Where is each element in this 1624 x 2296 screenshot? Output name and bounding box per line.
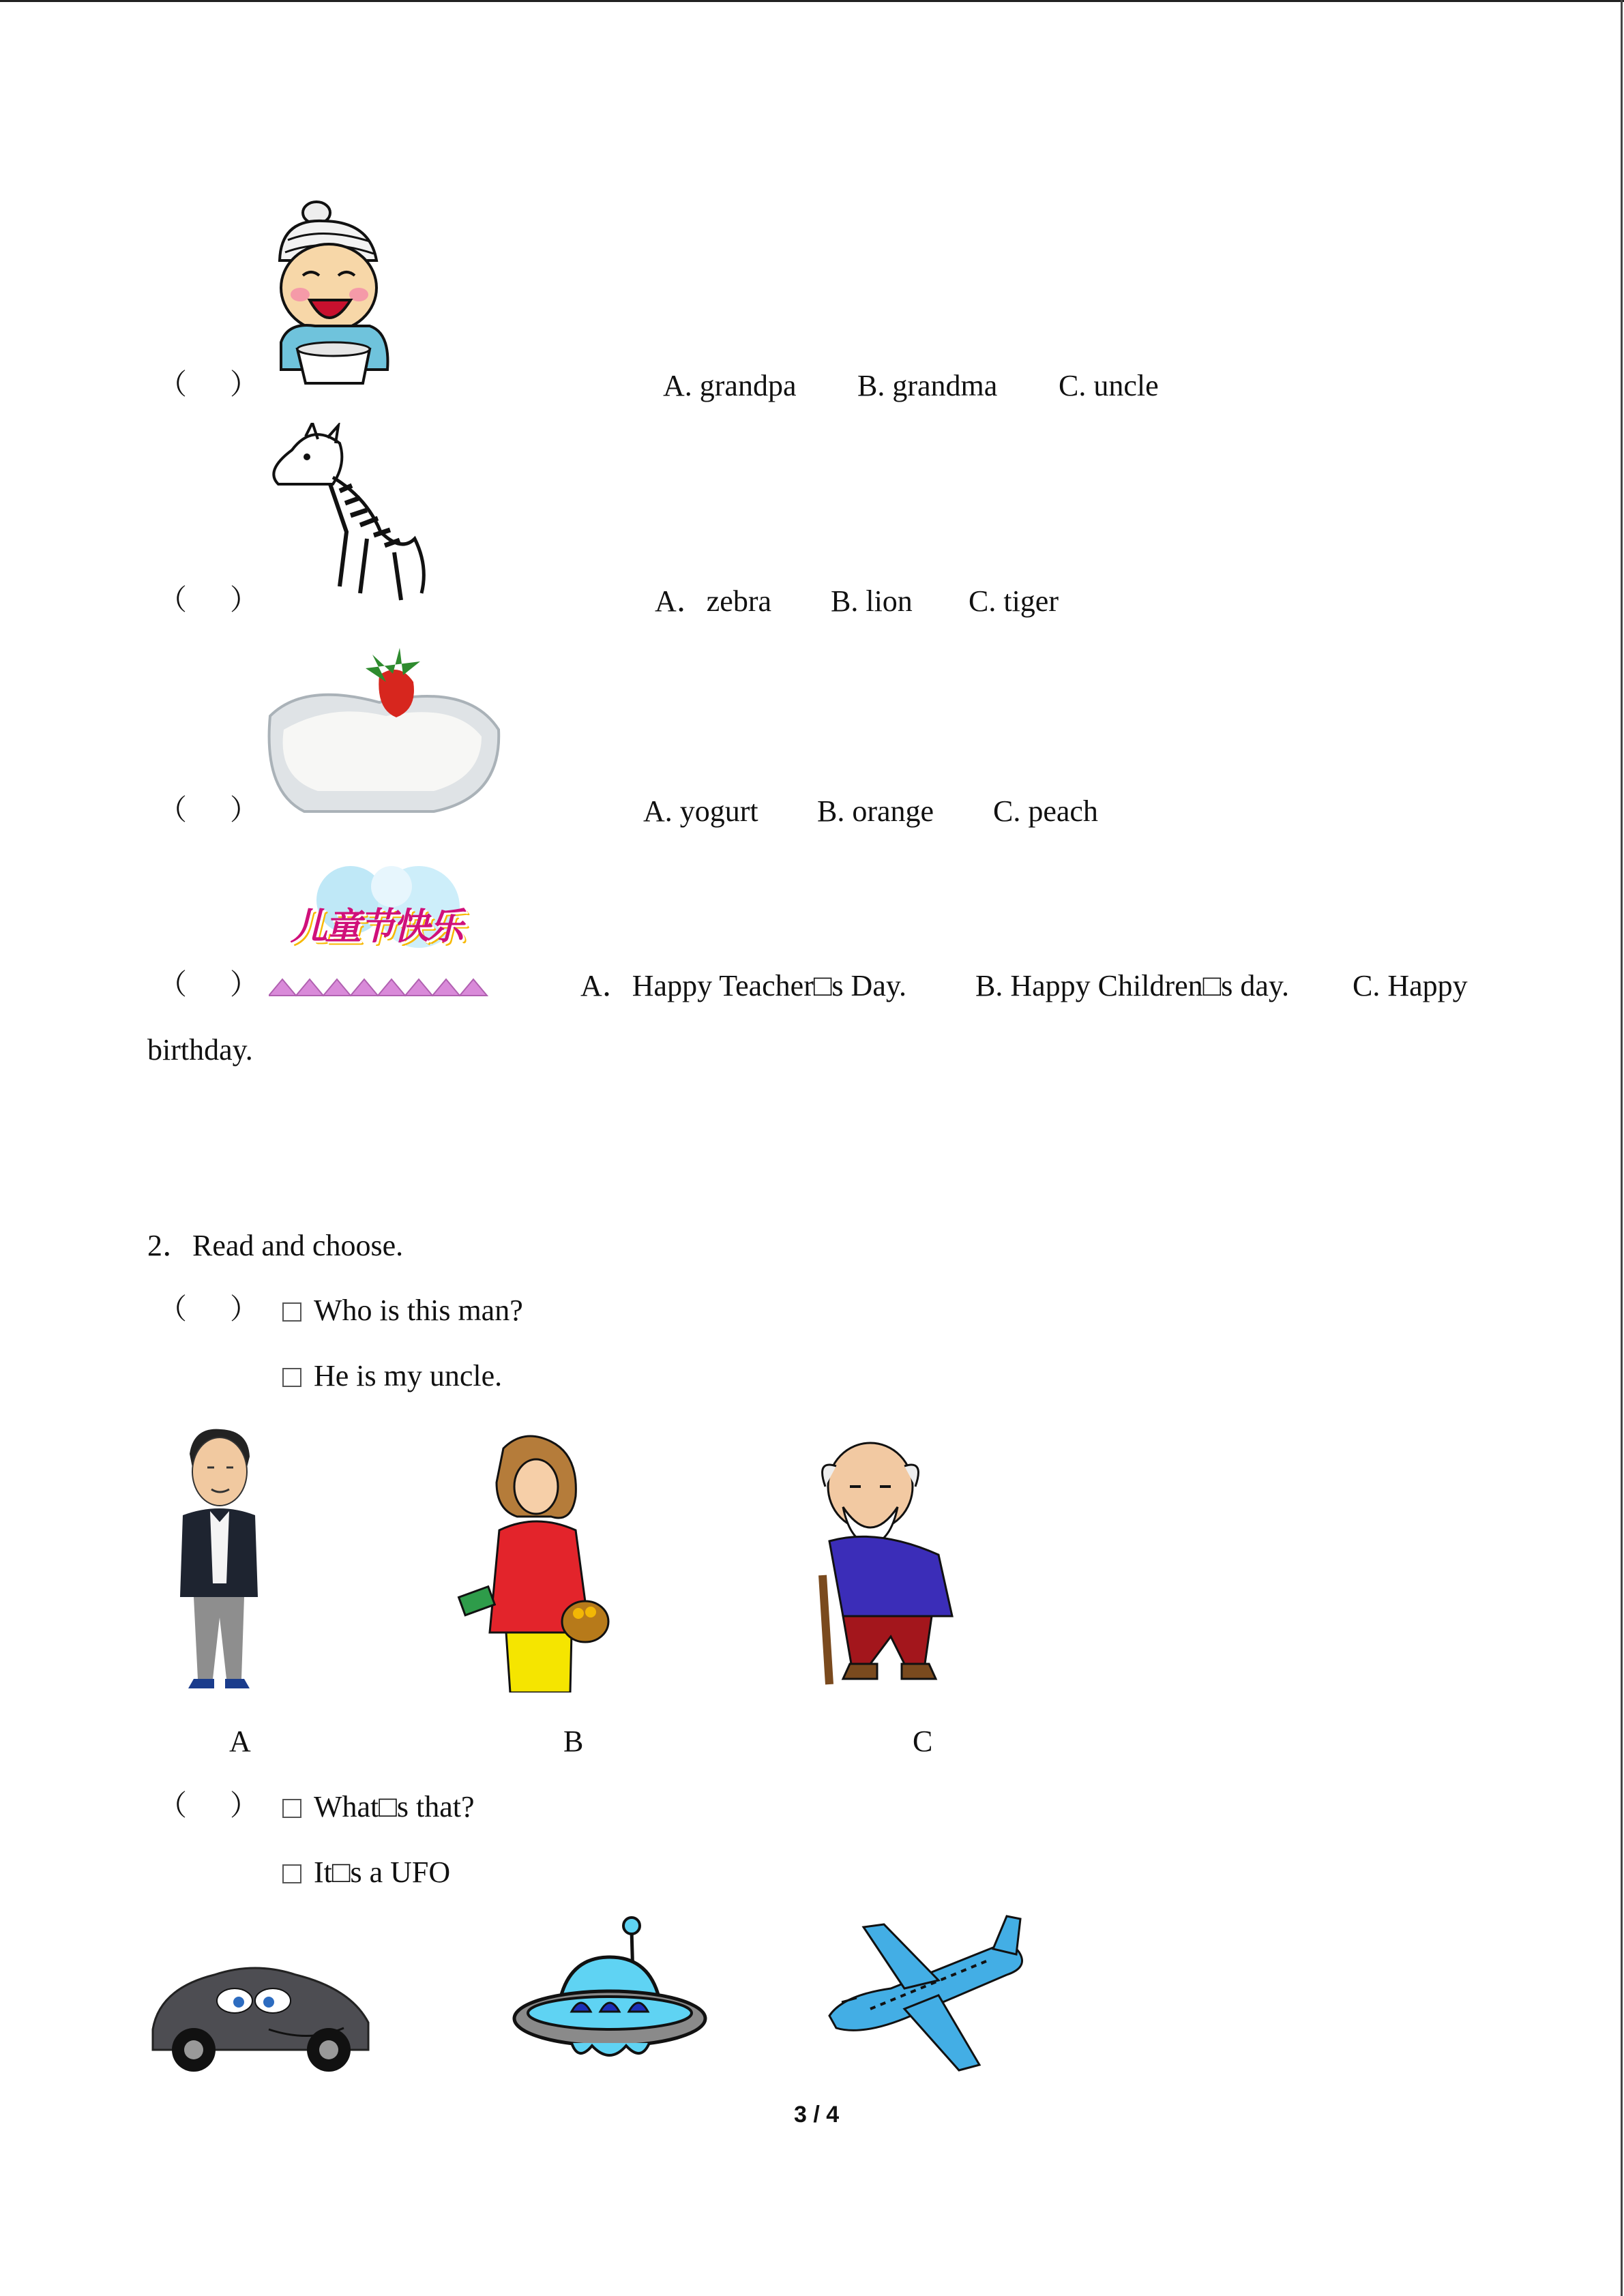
option-b: B. orange [817, 794, 934, 828]
dialogue-answer: He is my uncle. [314, 1359, 503, 1392]
top-border [0, 0, 1624, 2]
option-a: A. yogurt [643, 794, 758, 828]
grandma-image [267, 199, 397, 391]
option-c: C. uncle [1059, 369, 1159, 402]
option-b: B. Happy Children□s day. [975, 969, 1290, 1002]
section-heading: 2．Read and choose. [147, 1229, 404, 1262]
answer-blank-6[interactable]: （ ） [158, 1791, 259, 1822]
ufo-image [510, 1909, 709, 2070]
yogurt-image [263, 641, 509, 820]
woman-image [456, 1428, 611, 1693]
plane-image [823, 1913, 1031, 2076]
picture-label-a: A [229, 1725, 251, 1758]
option-b: B. lion [831, 584, 913, 618]
checkbox-icon [282, 1302, 301, 1322]
right-border [1621, 0, 1623, 2296]
childrens-day-banner [269, 859, 491, 998]
option-c-continuation: birthday. [147, 1033, 253, 1067]
option-c: C. Happy [1353, 969, 1468, 1002]
option-c: C. tiger [969, 584, 1059, 618]
answer-blank-3[interactable]: （ ） [158, 795, 259, 826]
picture-label-b: B [563, 1725, 584, 1758]
dialogue-answer: It□s a UFO [314, 1855, 451, 1889]
car-image [146, 1948, 375, 2076]
option-c: C. peach [993, 794, 1098, 828]
man-image [173, 1427, 265, 1691]
zebra-image [265, 423, 434, 611]
dialogue-line [282, 1855, 451, 1889]
checkbox-icon [282, 1799, 301, 1818]
option-b: B. grandma [857, 369, 998, 402]
option-a: A. grandpa [663, 369, 797, 402]
checkbox-icon [282, 1864, 301, 1883]
dialogue-line [282, 1361, 502, 1391]
dialogue-line [282, 1792, 475, 1822]
answer-blank-2[interactable]: （ ） [158, 585, 259, 616]
answer-blank-1[interactable]: （ ） [158, 370, 259, 401]
dialogue-line [282, 1296, 523, 1326]
option-a: A．Happy Teacher□s Day. [580, 969, 907, 1002]
picture-label-c: C [913, 1725, 933, 1758]
dialogue-question: Who is this man? [314, 1294, 523, 1327]
checkbox-icon [282, 1368, 301, 1387]
option-a: A．zebra [655, 584, 772, 618]
answer-blank-4[interactable]: （ ） [158, 970, 259, 1001]
answer-blank-5[interactable]: （ ） [158, 1294, 259, 1326]
dialogue-question: What□s that? [314, 1790, 475, 1823]
page-number: 3 / 4 [794, 2102, 840, 2128]
grandpa-image [788, 1439, 959, 1691]
banner-text: 儿童节快乐 [291, 905, 461, 948]
